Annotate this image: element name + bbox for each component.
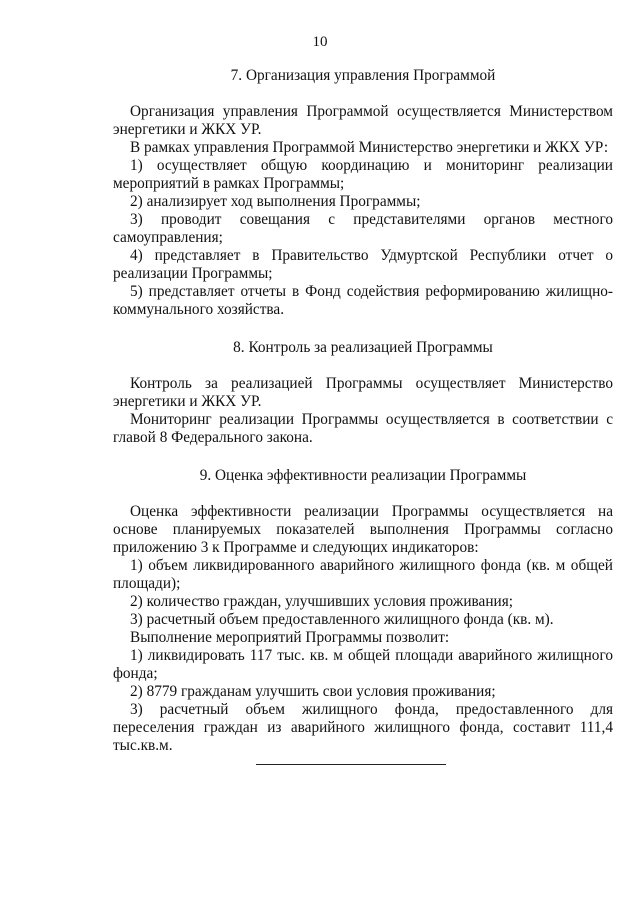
- section-7: [113, 67, 613, 319]
- list-item: 1) ликвидировать 117 тыс. кв. м общей площади аварийного жилищного фонда;: [113, 647, 613, 682]
- list-item: 5) представляет отчеты в Фонд содействия реформированию жилищно-коммунального хозяйства.: [113, 283, 613, 318]
- paragraph: Организация управления Программой осуществляется Министерством энергетики и ЖКХ УР.: [113, 103, 613, 138]
- list-item: 1) объем ликвидированного аварийного жилищного фонда (кв. м общей площади);: [113, 557, 613, 592]
- page-number: 10: [312, 34, 328, 50]
- section-heading: 9. Оценка эффективности реализации Программы: [199, 467, 527, 484]
- section-heading: 8. Контроль за реализацией Программы: [233, 339, 493, 356]
- section-8: [113, 339, 613, 447]
- paragraph: Мониторинг реализации Программы осуществляется в соответствии с главой 8 Федерального закона.: [113, 411, 613, 446]
- list-item: 3) расчетный объем предоставленного жилищного фонда (кв. м).: [130, 611, 554, 628]
- list-item: 3) проводит совещания с представителями органов местного самоуправления;: [113, 211, 613, 246]
- document-body: [113, 67, 613, 775]
- list-item: 2) количество граждан, улучшивших условия проживания;: [130, 593, 513, 610]
- list-item: 2) 8779 гражданам улучшить свои условия проживания;: [130, 683, 496, 700]
- paragraph: Оценка эффективности реализации Программы осуществляется на основе планируемых показателей выполнения Программы согласно приложению 3 к Программе и следующих индикаторов:: [113, 503, 613, 556]
- list-item: 3) расчетный объем жилищного фонда, предоставленного для переселения граждан из аварийного жилищного фонда, составит 111,4 тыс.кв.м.: [113, 701, 613, 754]
- list-item: 2) анализирует ход выполнения Программы;: [130, 193, 421, 210]
- list-item: 4) представляет в Правительство Удмуртской Республики отчет о реализации Программы;: [113, 247, 613, 282]
- end-divider: [256, 764, 446, 765]
- paragraph: В рамках управления Программой Министерство энергетики и ЖКХ УР:: [130, 139, 609, 156]
- paragraph: Выполнение мероприятий Программы позволит:: [130, 629, 450, 646]
- section-heading: 7. Организация управления Программой: [230, 67, 496, 84]
- list-item: 1) осуществляет общую координацию и мониторинг реализации мероприятий в рамках Программы;: [113, 157, 613, 192]
- section-9: [113, 467, 613, 755]
- paragraph: Контроль за реализацией Программы осуществляет Министерство энергетики и ЖКХ УР.: [113, 375, 613, 410]
